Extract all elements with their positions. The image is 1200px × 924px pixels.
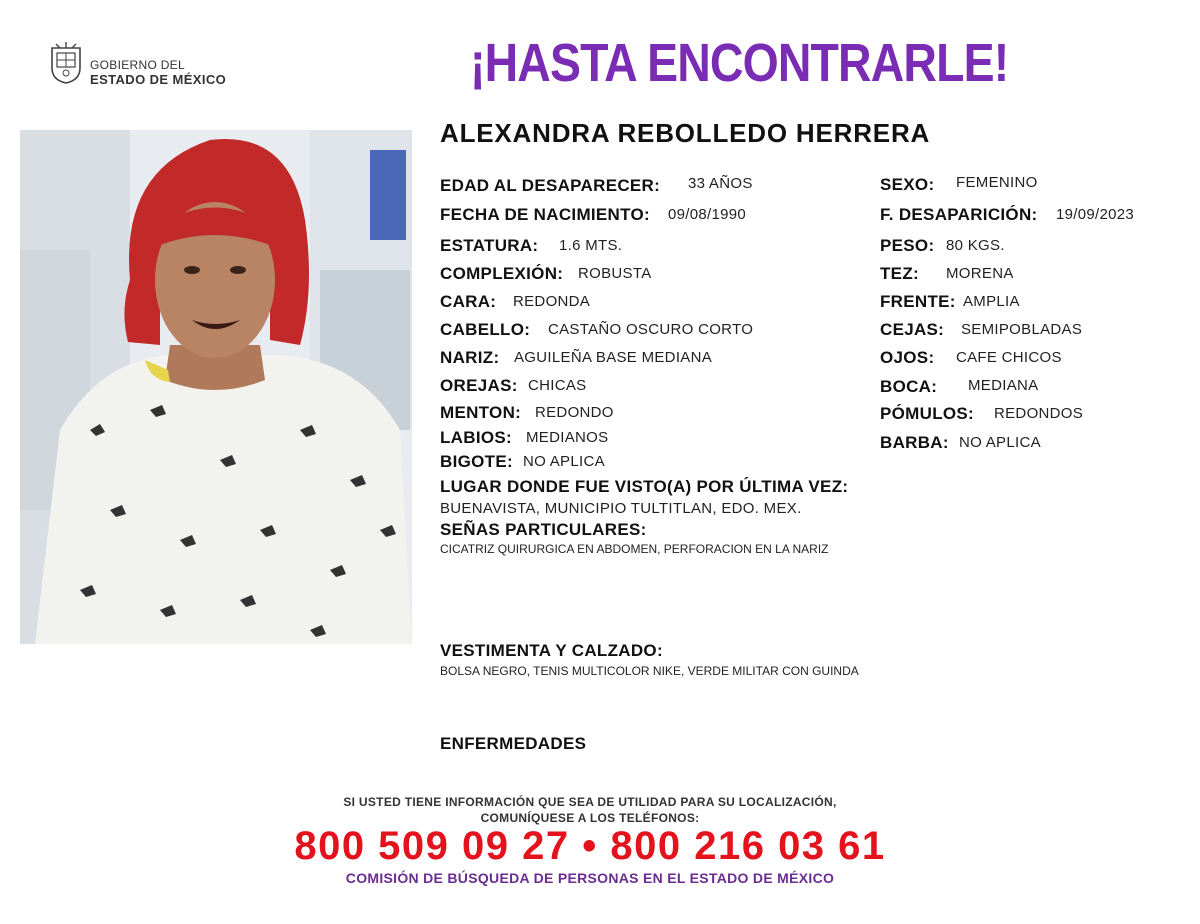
mouth-value: MEDIANA	[968, 377, 1039, 394]
forehead-label: FRENTE:	[880, 292, 956, 311]
contact-instructions-line-1: SI USTED TIENE INFORMACIÓN QUE SEA DE UTILIDAD PARA SU LOCALIZACIÓN,	[343, 795, 837, 809]
cheekbones-value: REDONDOS	[994, 405, 1084, 422]
birthdate-label: FECHA DE NACIMIENTO:	[440, 205, 650, 224]
beard-value: NO APLICA	[959, 434, 1041, 451]
chin-value: REDONDO	[535, 404, 614, 421]
disappearance-date-value: 19/09/2023	[1056, 206, 1135, 223]
complexion-value: MORENA	[946, 265, 1014, 282]
height-value: 1.6 MTS.	[559, 237, 623, 254]
phone-numbers: 800 509 09 27 • 800 216 03 61	[294, 824, 886, 868]
sex-value: FEMENINO	[956, 174, 1038, 191]
ears-label: OREJAS:	[440, 376, 518, 395]
mouth-label: BOCA:	[880, 377, 938, 396]
beard-label: BARBA:	[880, 433, 949, 452]
hair-value: CASTAÑO OSCURO CORTO	[548, 321, 754, 338]
chin-label: MENTON:	[440, 403, 522, 422]
contact-instructions	[0, 794, 1180, 826]
sex-label: SEXO:	[880, 175, 935, 194]
height-label: ESTATURA:	[440, 236, 539, 255]
lips-value: MEDIANOS	[526, 429, 609, 446]
marks-value: CICATRIZ QUIRURGICA EN ABDOMEN, PERFORACION EN LA NARIZ	[440, 542, 829, 556]
missing-person-photo	[20, 130, 412, 644]
logo-line-2: ESTADO DE MÉXICO	[90, 72, 227, 87]
disappearance-date-label: F. DESAPARICIÓN:	[880, 205, 1038, 224]
mustache-value: NO APLICA	[523, 453, 605, 470]
last-seen-value: BUENAVISTA, MUNICIPIO TULTITLAN, EDO. MEX.	[440, 500, 802, 517]
nose-label: NARIZ:	[440, 348, 500, 367]
nose-value: AGUILEÑA BASE MEDIANA	[514, 349, 713, 366]
eyebrows-value: SEMIPOBLADAS	[961, 321, 1083, 338]
ears-value: CHICAS	[528, 377, 587, 394]
commission-name: COMISIÓN DE BÚSQUEDA DE PERSONAS EN EL ESTADO DE MÉXICO	[345, 870, 835, 886]
forehead-value: AMPLIA	[963, 293, 1020, 310]
marks-label: SEÑAS PARTICULARES:	[440, 520, 647, 539]
cheekbones-label: PÓMULOS:	[880, 404, 975, 423]
eyes-label: OJOS:	[880, 348, 935, 367]
clothing-label: VESTIMENTA Y CALZADO:	[440, 641, 663, 660]
age-value: 33 AÑOS	[688, 175, 753, 192]
face-label: CARA:	[440, 292, 497, 311]
clothing-value: BOLSA NEGRO, TENIS MULTICOLOR NIKE, VERDE MILITAR CON GUINDA	[440, 664, 859, 678]
weight-value: 80 KGS.	[946, 237, 1005, 254]
contact-instructions-line-2: COMUNÍQUESE A LOS TELÉFONOS:	[480, 811, 700, 825]
logo-line-1: GOBIERNO DEL	[90, 58, 185, 72]
lips-label: LABIOS:	[440, 428, 512, 447]
birthdate-value: 09/08/1990	[668, 206, 747, 223]
eyes-value: CAFE CHICOS	[956, 349, 1062, 366]
age-label: EDAD AL DESAPARECER:	[440, 176, 661, 195]
state-seal-icon	[48, 42, 84, 84]
last-seen-label: LUGAR DONDE FUE VISTO(A) POR ÚLTIMA VEZ:	[440, 477, 849, 496]
build-value: ROBUSTA	[578, 265, 652, 282]
build-label: COMPLEXIÓN:	[440, 264, 564, 283]
government-logo	[48, 42, 248, 92]
illnesses-label: ENFERMEDADES	[440, 734, 587, 753]
mustache-label: BIGOTE:	[440, 452, 513, 471]
poster-headline: ¡HASTA ENCONTRARLE!	[470, 33, 1009, 93]
complexion-label: TEZ:	[880, 264, 919, 283]
person-name: ALEXANDRA REBOLLEDO HERRERA	[440, 118, 931, 148]
weight-label: PESO:	[880, 236, 935, 255]
face-value: REDONDA	[513, 293, 591, 310]
hair-label: CABELLO:	[440, 320, 531, 339]
eyebrows-label: CEJAS:	[880, 320, 945, 339]
